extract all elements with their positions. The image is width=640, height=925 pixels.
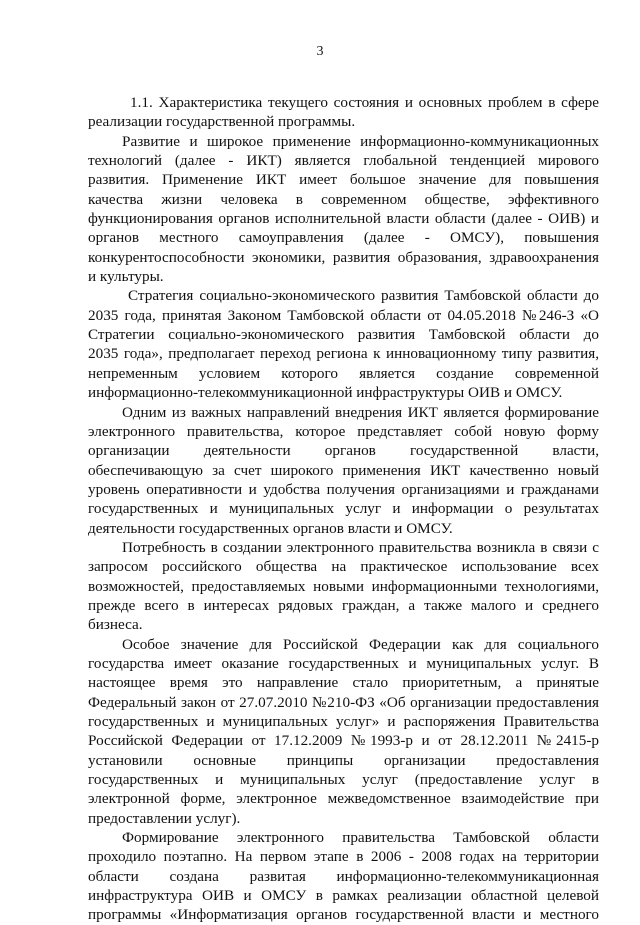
paragraph-government-formation xyxy=(88,828,599,925)
paragraph-line: и культуры. xyxy=(88,268,164,286)
paragraph-line: Стратегии социально-экономического развития Тамбовской области до xyxy=(88,326,599,344)
paragraph-line: Федеральный закон от 27.07.2010 №210-ФЗ «Об организации предоставления xyxy=(88,693,599,711)
paragraph-line: органов местного самоуправления (далее - ОМСУ), повышения xyxy=(88,229,599,247)
paragraph-ict-development xyxy=(88,132,599,287)
document-body xyxy=(88,93,599,925)
paragraph-line: Российской Федерации от 17.12.2009 №1993-р и от 28.12.2011 №2415-р xyxy=(88,732,599,750)
paragraph-line: конкурентоспособности экономики, развития образования, здравоохранения xyxy=(88,248,599,266)
paragraph-line: проходило поэтапно. На первом этапе в 2006 - 2008 годах на территории xyxy=(88,848,599,866)
paragraph-line: инфраструктура ОИВ и ОМСУ в рамках реализации областной целевой xyxy=(88,887,599,905)
paragraph-line: Формирование электронного правительства Тамбовской области xyxy=(122,829,599,847)
paragraph-line: обеспечивающую за счет широкого применения ИКТ качественно новый xyxy=(88,461,599,479)
paragraph-line: программы «Информатизация органов государственной власти и местного xyxy=(88,906,599,924)
paragraph-line: Потребность в создании электронного правительства возникла в связи с xyxy=(122,538,599,556)
paragraph-line: деятельности государственных органов власти и ОМСУ. xyxy=(88,519,453,537)
paragraph-line: запросом российского общества на практическое использование всех xyxy=(88,558,599,576)
paragraph-line: организации деятельности органов государственной власти, xyxy=(88,442,599,460)
paragraph-line: развития. Применение ИКТ имеет большое значение для повышения xyxy=(88,171,599,189)
paragraph-line: государственных и муниципальных услуг и информации о результатах xyxy=(88,500,599,518)
paragraph-line: непременным условием которого является создание современной xyxy=(88,364,599,382)
paragraph-line: государственных и муниципальных услуг» и распоряжения Правительства xyxy=(88,713,599,730)
paragraph-line: государственных и муниципальных услуг (предоставление услуг в xyxy=(88,771,599,789)
paragraph-line: уровень оперативности и удобства получения организациями и гражданами xyxy=(88,480,599,498)
paragraph-public-services xyxy=(88,635,599,828)
paragraph-line: Стратегия социально-экономического развития Тамбовской области до xyxy=(128,287,599,305)
paragraph-line: предоставлении услуг). xyxy=(88,809,241,827)
paragraph-line: 2035 года, принятая Законом Тамбовской области от 04.05.2018 №246-З «О xyxy=(88,306,599,324)
paragraph-line: настоящее время это направление стало приоритетным, а принятые xyxy=(88,674,599,692)
paragraph-line: информационно-телекоммуникационной инфраструктуры ОИВ и ОМСУ. xyxy=(88,384,563,402)
paragraph-line: прежде всего в интересах рядовых граждан, а также малого и среднего xyxy=(88,596,599,614)
paragraph-line: 2035 года», предполагает переход региона к инновационному типу развития, xyxy=(88,345,599,363)
paragraph-electronic-government xyxy=(88,403,599,538)
paragraph-line: технологий (далее - ИКТ) является глобальной тенденцией мирового xyxy=(88,152,599,170)
paragraph-line: электронного правительства, которое представляет собой новую форму xyxy=(88,422,599,440)
paragraph-line: Развитие и широкое применение информационно-коммуникационных xyxy=(122,132,599,150)
paragraph-line: Особое значение для Российской Федерации как для социального xyxy=(122,635,599,653)
paragraph-line: области создана развитая информационно-телекоммуникационная xyxy=(88,867,599,885)
paragraph-society-demand xyxy=(88,538,599,635)
paragraph-line: бизнеса. xyxy=(88,616,143,634)
page-number: 3 xyxy=(316,44,324,59)
paragraph-regional-strategy xyxy=(88,286,599,402)
paragraph-line: Одним из важных направлений внедрения ИКТ является формирование xyxy=(122,403,599,421)
paragraph-line: качества жизни человека в современном обществе, эффективного xyxy=(88,190,599,208)
paragraph-line: установили основные принципы организации предоставления xyxy=(88,751,599,769)
heading-line: 1.1. Характеристика текущего состояния и основных проблем в сфере xyxy=(130,94,599,111)
section-heading xyxy=(88,93,599,132)
paragraph-line: государства имеет оказание государственных и муниципальных услуг. В xyxy=(88,654,599,672)
paragraph-line: функционирования органов исполнительной власти области (далее - ОИВ) и xyxy=(88,210,599,228)
paragraph-line: возможностей, предоставляемых новыми информационными технологиями, xyxy=(88,577,599,595)
heading-line: реализации государственной программы. xyxy=(88,113,356,131)
paragraph-line: электронной форме, электронное межведомственное взаимодействие при xyxy=(88,790,599,808)
